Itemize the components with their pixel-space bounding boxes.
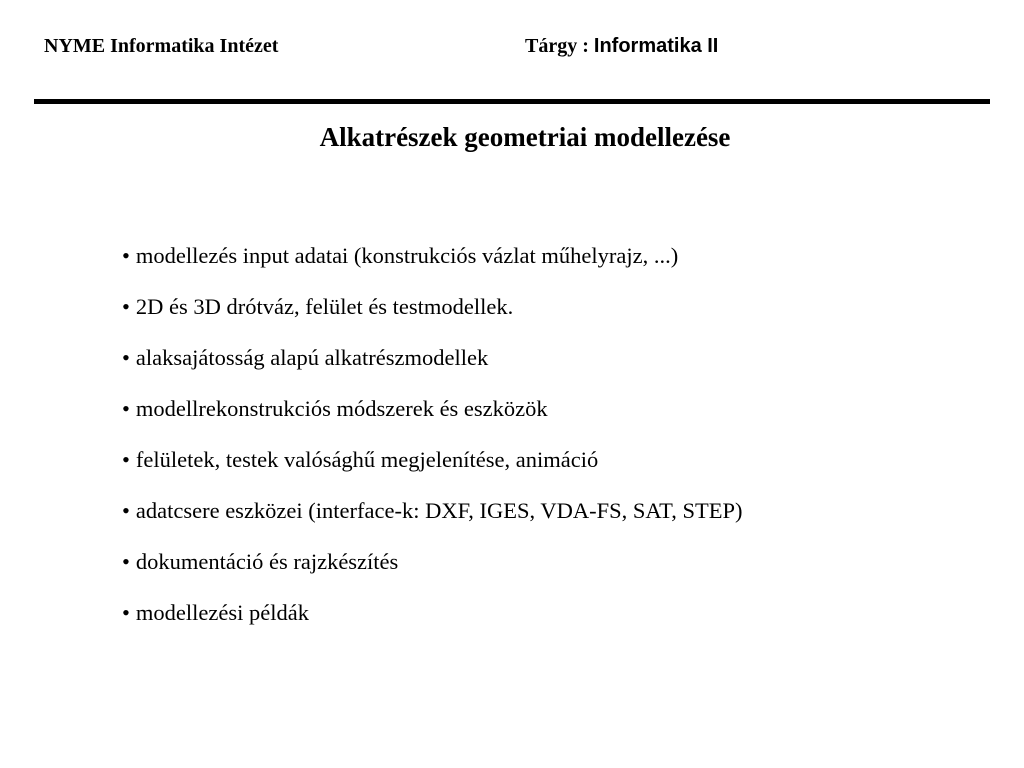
bullet-mark: • [122, 396, 130, 421]
bullet-mark: • [122, 549, 130, 574]
bullet-text: modellezési példák [135, 600, 309, 625]
bullet-text: dokumentáció és rajzkészítés [135, 549, 399, 574]
bullet-text: 2D és 3D drótváz, felület és testmodellek. [135, 294, 514, 319]
list-item [122, 340, 743, 391]
bullet-mark: • [122, 600, 130, 625]
bullet-mark: • [122, 447, 130, 472]
bullet-mark: • [122, 294, 130, 319]
list-item [122, 289, 743, 340]
subject-heading [525, 35, 718, 58]
bullet-text: modellrekonstrukciós módszerek és eszközök [135, 396, 548, 421]
subject-label: Tárgy : [525, 35, 589, 57]
bullet-mark: • [122, 498, 130, 523]
list-item [122, 391, 743, 442]
institute-name: NYME Informatika Intézet [44, 35, 279, 57]
header-divider [34, 99, 990, 104]
list-item [122, 544, 743, 595]
bullet-mark: • [122, 243, 130, 268]
subject-name: Informatika II [593, 35, 719, 57]
bullet-list [122, 238, 743, 646]
bullet-text: felületek, testek valósághű megjelenítése, animáció [135, 447, 599, 472]
bullet-mark: • [122, 345, 130, 370]
bullet-text: adatcsere eszközei (interface-k: DXF, IGES, VDA-FS, SAT, STEP) [135, 498, 743, 523]
list-item [122, 493, 743, 544]
bullet-text: modellezés input adatai (konstrukciós vázlat műhelyrajz, ...) [135, 243, 679, 268]
slide-title: Alkatrészek geometriai modellezése [319, 122, 731, 152]
list-item [122, 595, 743, 646]
bullet-text: alaksajátosság alapú alkatrészmodellek [135, 345, 489, 370]
list-item [122, 238, 743, 289]
list-item [122, 442, 743, 493]
